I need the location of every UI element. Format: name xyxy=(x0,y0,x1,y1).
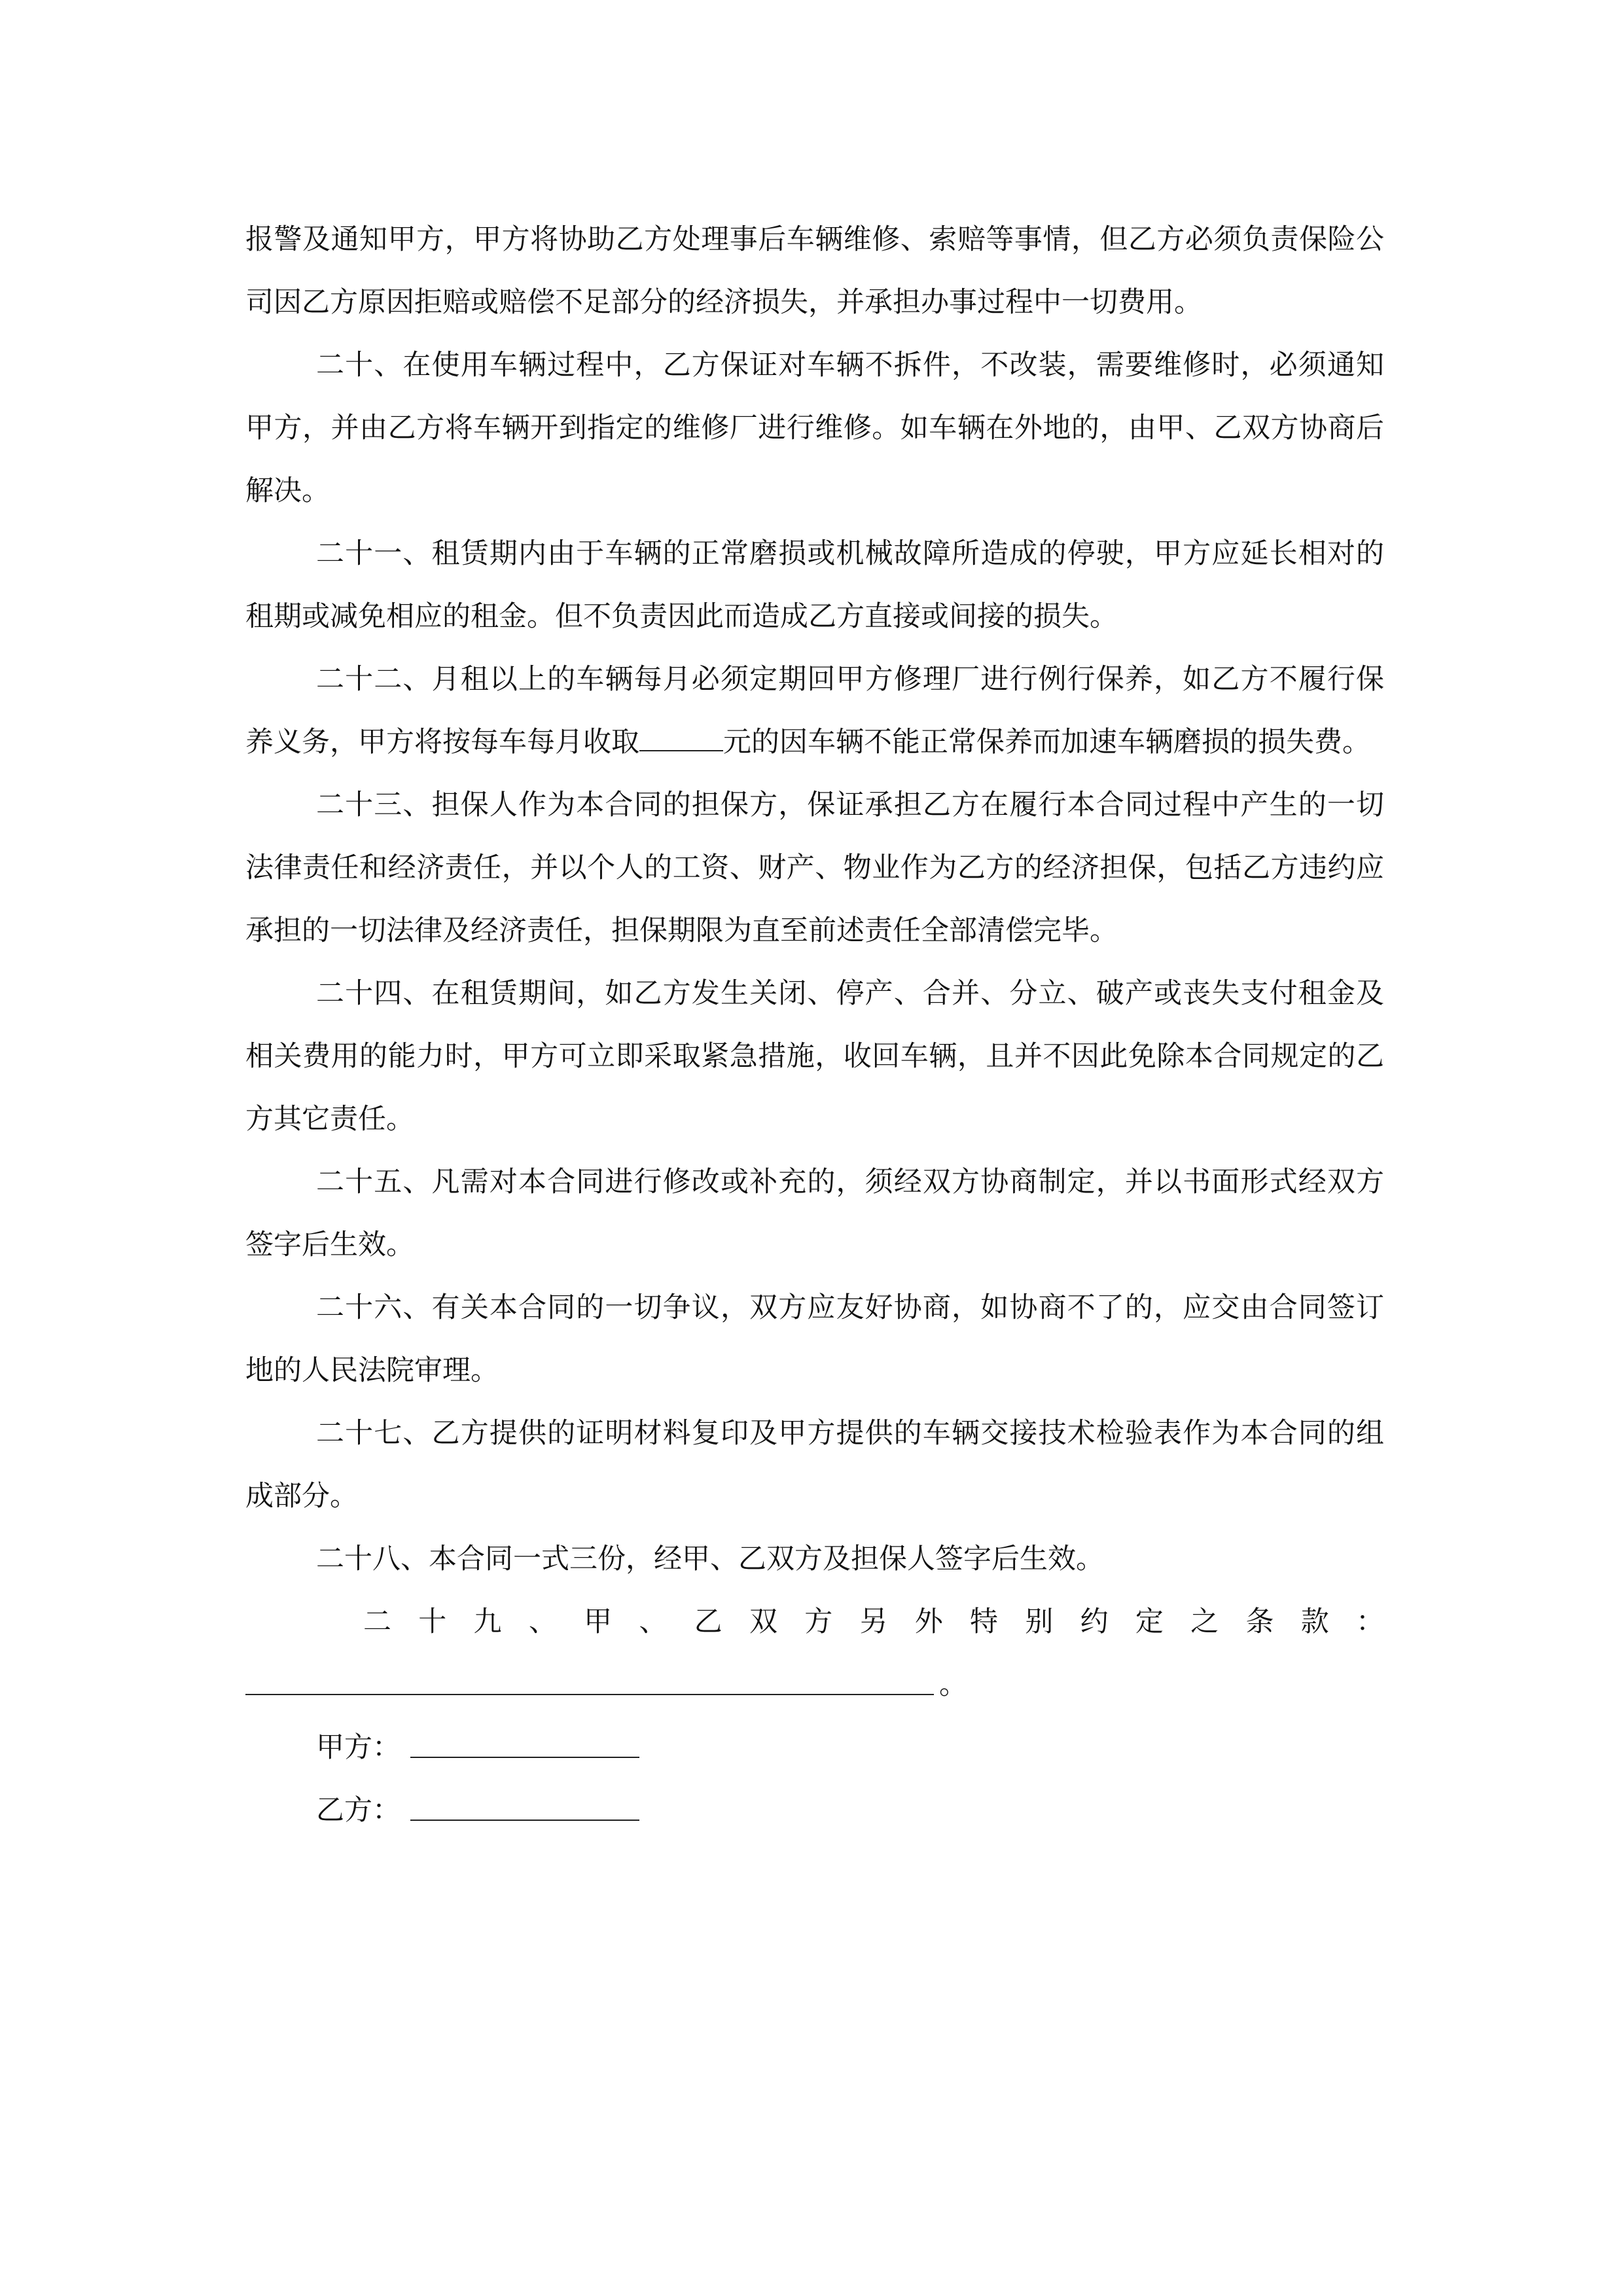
party-a-signature-line xyxy=(410,1757,639,1758)
clause-21: 二十一、租赁期内由于车辆的正常磨损或机械故障所造成的停驶，甲方应延长相对的租期或减免相应的租金。但不负责因此而造成乙方直接或间接的损失。 xyxy=(245,537,1384,633)
clause-23: 二十三、担保人作为本合同的担保方，保证承担乙方在履行本合同过程中产生的一切法律责任和经济责任，并以个人的工资、财产、物业作为乙方的经济担保，包括乙方违约应承担的一切法律及经济责任，担保期限为直至前述责任全部清偿完毕。 xyxy=(245,789,1384,947)
party-a-label: 甲方： xyxy=(316,1731,401,1764)
fee-amount-blank xyxy=(639,728,723,751)
clause-22-text-before: 二十二、月租以上的车辆每月必须定期回甲方修理厂进行例行保养，如乙方不履行保养义务，甲方将按每车每月收取 xyxy=(245,663,1384,759)
party-b-label: 乙方： xyxy=(316,1794,401,1827)
clause-27: 二十七、乙方提供的证明材料复印及甲方提供的车辆交接技术检验表作为本合同的组成部分。 xyxy=(245,1417,1384,1513)
special-terms-blank-line xyxy=(245,1694,934,1695)
party-a-signature-row xyxy=(245,1716,1384,1779)
special-terms-end-mark: 。 xyxy=(939,1668,967,1701)
clause-20: 二十、在使用车辆过程中，乙方保证对车辆不拆件，不改装，需要维修时，必须通知甲方，并由乙方将车辆开到指定的维修厂进行维修。如车辆在外地的，由甲、乙双方协商后解决。 xyxy=(245,349,1384,507)
party-b-signature-line xyxy=(410,1820,639,1821)
clause-28: 二十八、本合同一式三份，经甲、乙双方及担保人签字后生效。 xyxy=(316,1543,1104,1575)
contract-body xyxy=(245,208,1384,1842)
clause-22 xyxy=(245,648,1384,774)
party-b-signature-row xyxy=(245,1779,1384,1842)
clause-22-text-after: 元的因车辆不能正常保养而加速车辆磨损的损失费。 xyxy=(723,726,1370,759)
clause-25: 二十五、凡需对本合同进行修改或补充的，须经双方协商制定，并以书面形式经双方签字后生效。 xyxy=(245,1166,1384,1261)
paragraph-continuation: 报警及通知甲方，甲方将协助乙方处理事后车辆维修、索赔等事情，但乙方必须负责保险公司因乙方原因拒赔或赔偿不足部分的经济损失，并承担办事过程中一切费用。 xyxy=(245,223,1384,319)
clause-29: 二十九、甲、乙双方另外特别约定之条款： xyxy=(363,1605,1384,1638)
clause-24: 二十四、在租赁期间，如乙方发生关闭、停产、合并、分立、破产或丧失支付租金及相关费用的能力时，甲方可立即采取紧急措施，收回车辆，且并不因此免除本合同规定的乙方其它责任。 xyxy=(245,977,1384,1136)
clause-26: 二十六、有关本合同的一切争议，双方应友好协商，如协商不了的，应交由合同签订地的人民法院审理。 xyxy=(245,1291,1384,1387)
special-terms-blank-row xyxy=(245,1653,1384,1716)
